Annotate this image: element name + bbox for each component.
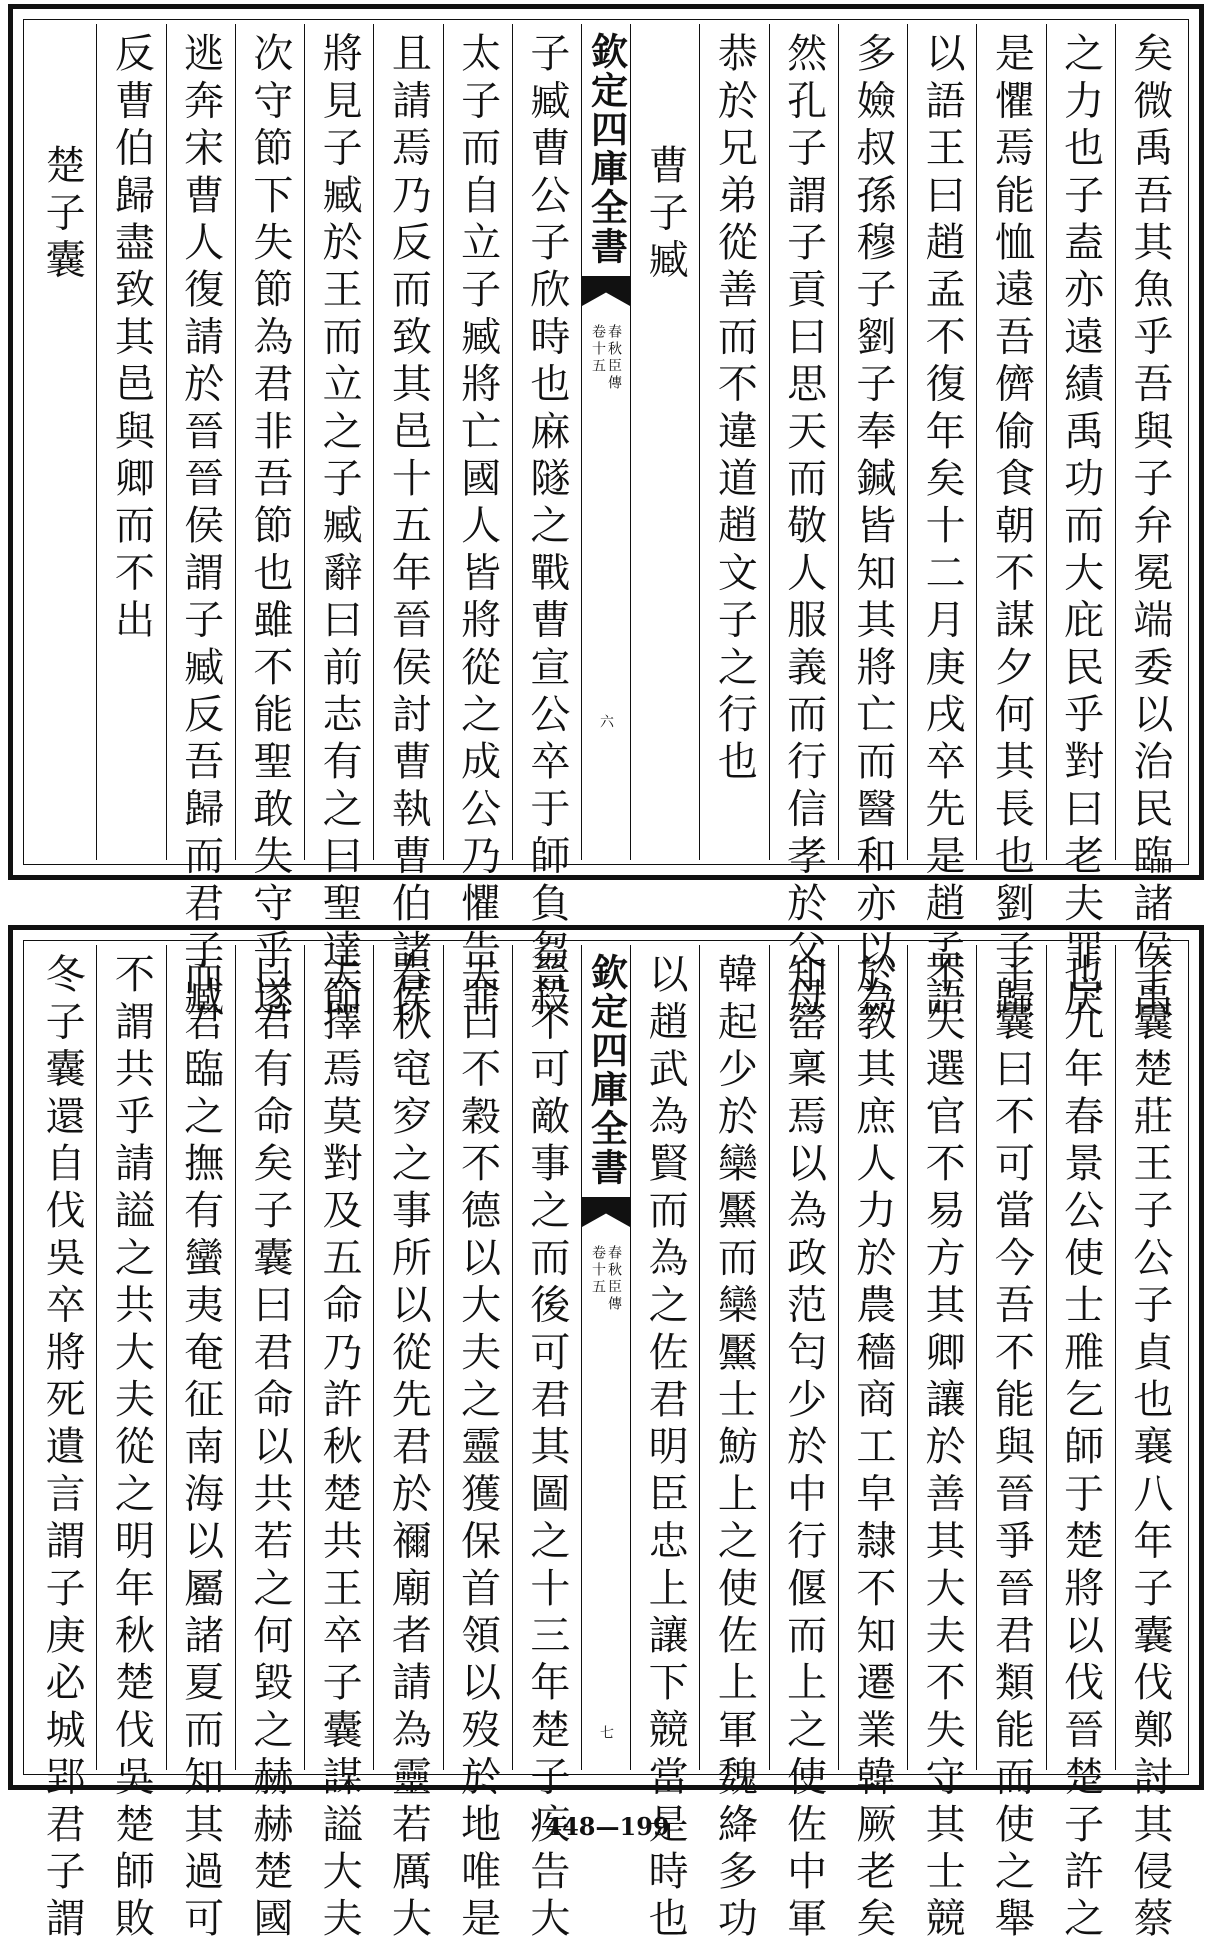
fish-tail-mark — [582, 1197, 630, 1227]
text-column: 曰君有命矣子囊曰君命以共若之何毀之赫赫楚國 — [235, 945, 304, 1770]
text-column: 也九年春景公使士雃乞師于楚將以伐晉楚子許之 — [1046, 945, 1115, 1770]
section-heading-column — [630, 24, 699, 860]
text-column: 且請焉乃反而致其邑十五年晉侯討曹執曹伯諸侯 — [373, 24, 442, 860]
text-column: 春秋窀穸之事所以從先君於禰廟者請為靈若厲大 — [373, 945, 442, 1770]
text-column: 而君臨之撫有蠻夷奄征南海以屬諸夏而知其過可 — [166, 945, 235, 1770]
text-column: 以趙武為賢而為之佐君明臣忠上讓下競當是時也 — [630, 945, 699, 1770]
book-name-label: 春秋臣傳 — [606, 324, 622, 392]
text-column: 不失選官不易方其卿讓於善其大夫不失守其士競 — [907, 945, 976, 1770]
text-column: 冬子囊還自伐吳卒將死遺言謂子庚必城郢君子謂 — [39, 953, 86, 1944]
text-column: 不謂共乎請謚之共大夫從之明年秋楚伐吳楚師敗 — [96, 945, 165, 1770]
top-page-columns — [28, 24, 1184, 1024]
center-gutter — [581, 24, 630, 860]
section-heading: 楚子囊 — [39, 144, 86, 286]
text-column: 恭於兄弟從善而不違道趙文子之行也 — [699, 24, 768, 860]
text-column: 韓起少於欒黶而欒黶士魴上之使佐上軍魏絳多功 — [699, 945, 768, 1770]
text-column: 於教其庶人力於農穡商工皁隸不知遷業韓厥老矣 — [838, 945, 907, 1770]
book-name-label: 春秋臣傳 — [606, 1245, 622, 1313]
text-column: 太子而自立子臧將亡國人皆將從之成公乃懼告罪 — [443, 24, 512, 860]
section-heading: 曹子臧 — [642, 144, 689, 286]
book-title: 欽定四庫全書 — [584, 953, 629, 1187]
text-column: 反曹伯歸盡致其邑與卿而不出 — [96, 24, 165, 860]
text-column: 知罃稟焉以為政范匄少於中行偃而上之使佐中軍 — [769, 945, 838, 1770]
folio-number: 六 — [598, 714, 614, 728]
section-heading-column — [28, 24, 96, 860]
text-column: 之力也子盍亦遠績禹功而大庇民乎對曰老夫罪戾 — [1046, 24, 1115, 860]
text-column: 是懼焉能恤遠吾儕偷食朝不謀夕何其長也劉子歸 — [976, 24, 1045, 860]
folio-number: 七 — [598, 1725, 614, 1739]
text-column: 子囊曰不可當今吾不能與晉爭晉君類能而使之舉 — [976, 945, 1045, 1770]
text-column: 子臧曹公子欣時也麻隧之戰曹宣公卒于師負芻殺 — [512, 24, 581, 860]
fish-tail-mark — [582, 276, 630, 306]
text-column: 夫擇焉莫對及五命乃許秋楚共王卒子囊謀謚大夫 — [304, 945, 373, 1770]
page-number: 448—199 — [545, 1812, 670, 1841]
volume-label: 卷十五 — [590, 1245, 606, 1296]
text-column: 逃奔宋曹人復請於晉晉侯謂子臧反吾歸而君子臧 — [166, 24, 235, 860]
text-column: 將見子臧於王而立之子臧辭曰前志有之曰聖達節 — [304, 24, 373, 860]
text-column: 然孔子謂子貢曰思天而敬人服義而行信孝於父母 — [769, 24, 838, 860]
volume-label: 卷十五 — [590, 324, 606, 375]
center-gutter — [581, 945, 630, 1770]
text-column: 晉不可敵事之而後可君其圖之十三年楚子疾告大 — [512, 945, 581, 1770]
text-column: 夫曰不穀不德以大夫之靈獲保首領以歿於地唯是 — [443, 945, 512, 1770]
text-column: 以語王曰趙孟不復年矣十二月庚戌卒先是趙孟語 — [907, 24, 976, 860]
chapter-label — [591, 1245, 621, 1313]
text-column: 子囊楚莊王子公子貞也襄八年子囊伐鄭討其侵蔡 — [1115, 945, 1184, 1770]
text-column: 次守節下失節為君非吾節也雖不能聖敢失守乎遂 — [235, 24, 304, 860]
chapter-label — [591, 324, 621, 392]
text-column: 多嬐叔孫穆子劉子奉鍼皆知其將亡而醫和亦以為 — [838, 24, 907, 860]
text-column: 矣微禹吾其魚乎吾與子弁冕端委以治民臨諸侯禹 — [1115, 24, 1184, 860]
top-page-frame — [8, 4, 1204, 1024]
book-title: 欽定四庫全書 — [584, 32, 629, 266]
